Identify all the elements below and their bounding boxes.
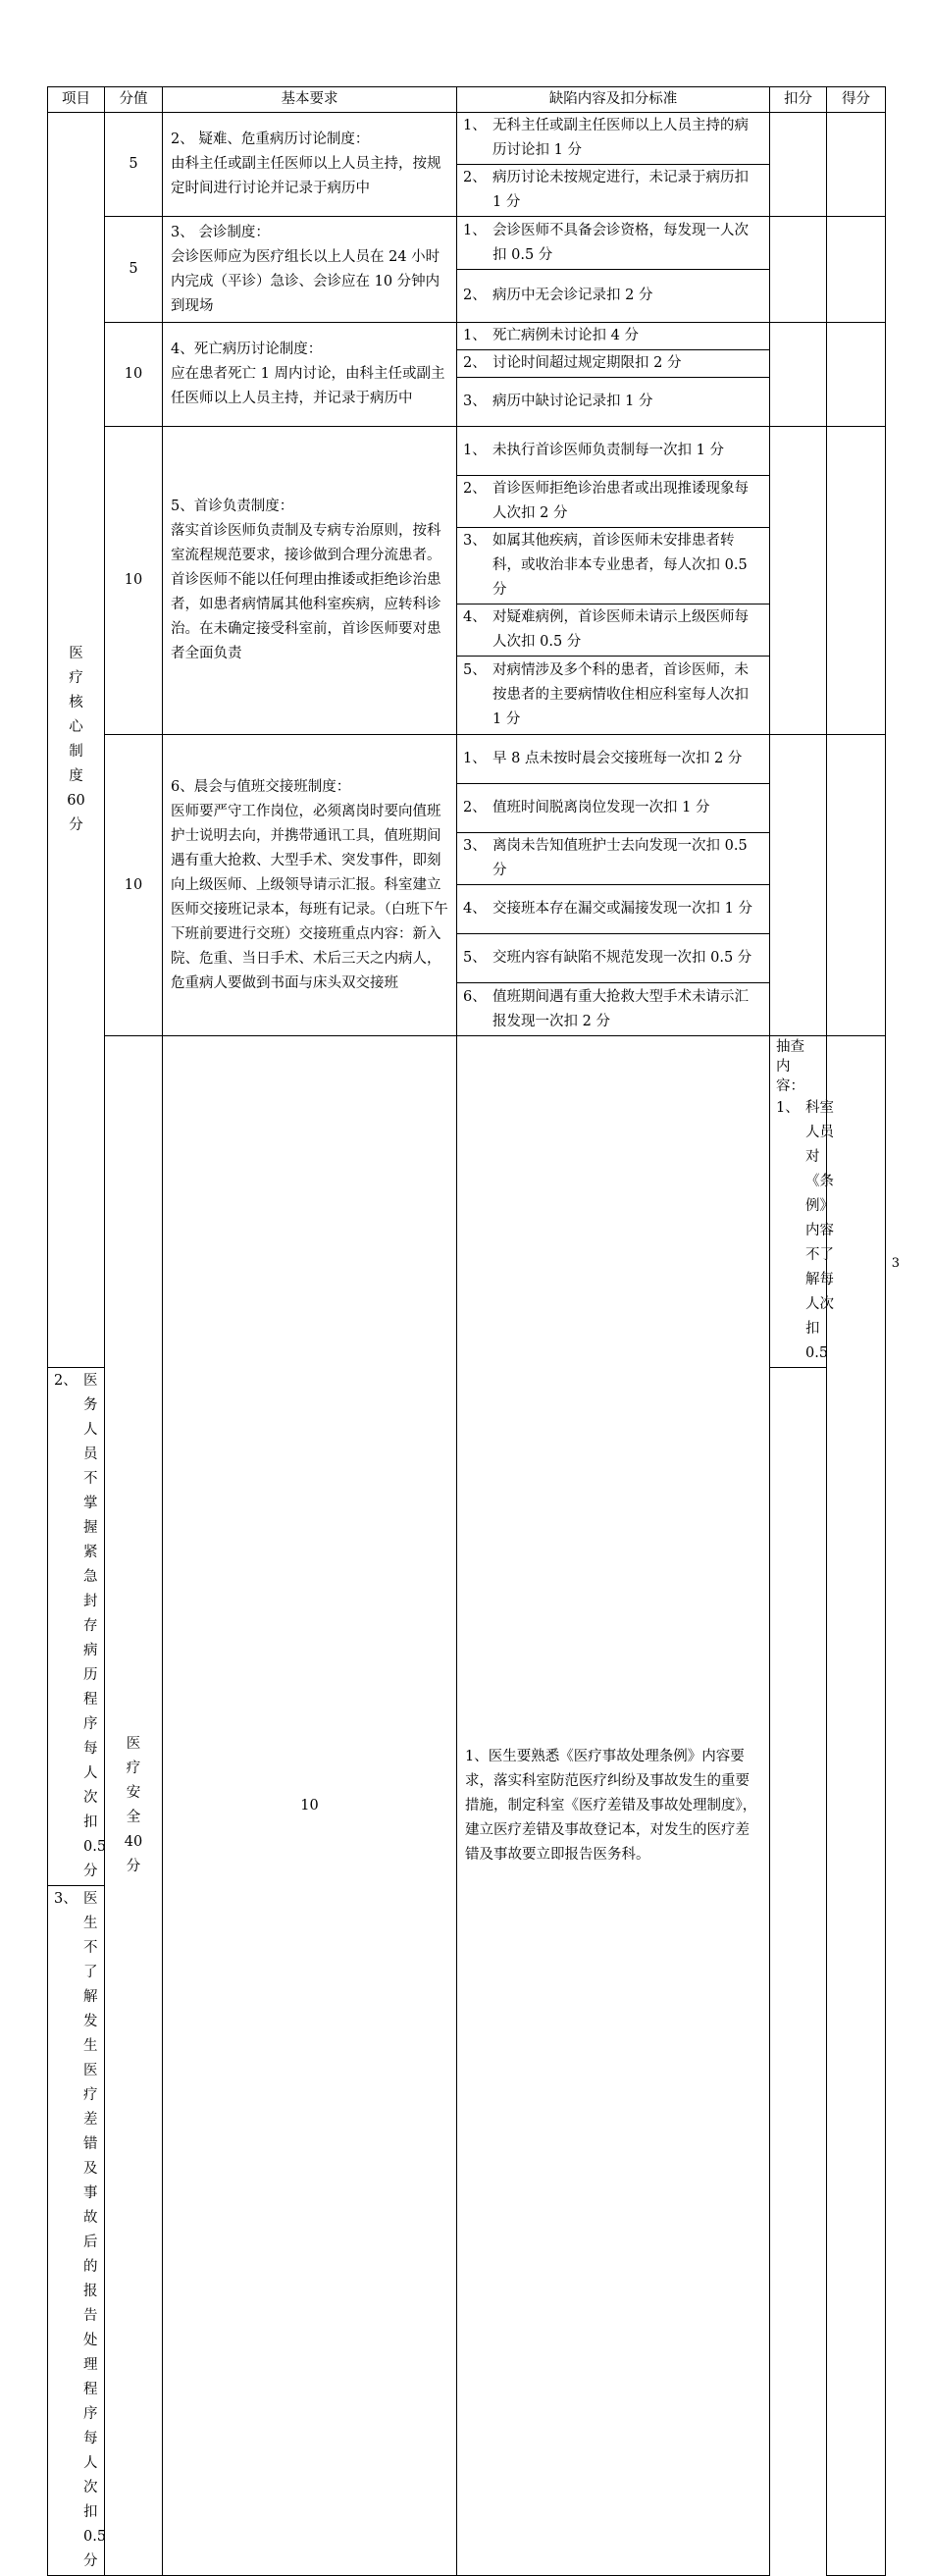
obtain-cell[interactable] xyxy=(827,217,886,323)
header-score: 分值 xyxy=(105,87,163,113)
requirement-cell xyxy=(163,323,457,427)
score-cell: 5 xyxy=(105,217,163,323)
header-row xyxy=(48,87,886,113)
deduction-item: 4、 交接班本存在漏交或漏接发现一次扣 1 分 xyxy=(457,885,770,934)
deduct-cell[interactable] xyxy=(770,427,827,735)
table-row xyxy=(48,217,886,270)
deduction-item: 2、 首诊医师拒绝诊治患者或出现推诿现象每人次扣 2 分 xyxy=(457,476,770,528)
deduction-item: 1、 会诊医师不具备会诊资格，每发现一人次扣 0.5 分 xyxy=(457,217,770,270)
check-content-header: 抽查内容： xyxy=(776,1039,804,1094)
deduction-item: 3、 病历中缺讨论记录扣 1 分 xyxy=(457,378,770,427)
deduction-item: 5、 交班内容有缺陷不规范发现一次扣 0.5 分 xyxy=(457,934,770,983)
deduction-item: 4、 对疑难病例，首诊医师未请示上级医师每人次扣 0.5 分 xyxy=(457,605,770,657)
deduction-item: 2、 值班时间脱离岗位发现一次扣 1 分 xyxy=(457,784,770,833)
requirement-body: 由科主任或副主任医师以上人员主持，按规定时间进行讨论并记录于病历中 xyxy=(171,156,441,196)
deduction-item: 1、 早 8 点未按时晨会交接班每一次扣 2 分 xyxy=(457,735,770,784)
deduction-item: 1、 未执行首诊医师负责制每一次扣 1 分 xyxy=(457,427,770,476)
deduct-cell[interactable] xyxy=(827,1036,886,2576)
requirement-cell xyxy=(163,113,457,217)
deduct-cell[interactable] xyxy=(770,113,827,217)
score-cell: 10 xyxy=(105,323,163,427)
deduct-cell[interactable] xyxy=(770,217,827,323)
requirement-cell xyxy=(163,217,457,323)
requirement-body: 医师要严守工作岗位，必须离岗时要向值班护士说明去向，并携带通讯工具，值班期间遇有重大抢救、大型手术、突发事件，即刻向上级医师、上级领导请示汇报。科室建立医师交接班记录本，每班有记录。（白班下午下班前要进行交班）交接班重点内容：新入院、危重、当日手术、术后三天之内病人，危重病人要做到书面与床头双交接班 xyxy=(171,803,448,991)
header-item: 项目 xyxy=(48,87,105,113)
deduction-item: 抽查内容： 1、 科室人员对《条例》内容不了解每人次扣 0.5 xyxy=(770,1036,827,1368)
section-label-medical-safety: 医 疗 安 全 40 分 xyxy=(105,1036,163,2576)
header-deduction: 扣分 xyxy=(770,87,827,113)
table-row xyxy=(48,113,886,165)
section-label-core-system: 医 疗 核 心 制 度 60 分 xyxy=(48,113,105,1368)
requirement-body: 落实首诊医师负责制及专病专治原则，按科室流程规范要求，接诊做到合理分流患者。首诊医师不能以任何理由推诿或拒绝诊治患者，如患者病情属其他科室疾病，应转科诊治。在未确定接受科室前，首诊医师要对患者全面负责 xyxy=(171,523,441,661)
obtain-cell[interactable] xyxy=(827,427,886,735)
header-obtained: 得分 xyxy=(827,87,886,113)
table-row xyxy=(48,427,886,476)
table-row xyxy=(48,323,886,350)
requirement-title: 2、 疑难、危重病历讨论制度： xyxy=(171,131,370,147)
deduction-item: 3、 医生不了解发生医疗差错及事故后的报告处理程序每人次扣 0.5 分 xyxy=(48,1886,105,2576)
table-row xyxy=(48,735,886,784)
requirement-body: 会诊医师应为医疗组长以上人员在 24 小时内完成（平诊）急诊、会诊应在 10 分钟内到现场 xyxy=(171,248,440,314)
requirement-body: 应在患者死亡 1 周内讨论，由科主任或副主任医师以上人员主持，并记录于病历中 xyxy=(171,366,445,406)
page-number: 3 xyxy=(891,1256,900,1271)
deduction-item: 2、 讨论时间超过规定期限扣 2 分 xyxy=(457,350,770,378)
obtain-cell[interactable] xyxy=(827,323,886,427)
score-cell: 5 xyxy=(105,113,163,217)
requirement-title: 6、晨会与值班交接班制度： xyxy=(171,778,351,795)
deduction-item: 2、 病历讨论未按规定进行，未记录于病历扣 1 分 xyxy=(457,165,770,217)
obtain-cell[interactable] xyxy=(827,113,886,217)
deduct-cell[interactable] xyxy=(770,323,827,427)
score-cell: 10 xyxy=(105,427,163,735)
requirement-cell xyxy=(163,735,457,1036)
score-cell: 10 xyxy=(163,1036,457,2576)
deduction-item: 2、 医务人员不掌握紧急封存病历程序每人次扣 0.5 分 xyxy=(48,1368,105,1886)
deduction-item: 2、 病历中无会诊记录扣 2 分 xyxy=(457,270,770,323)
deduction-item: 1、 无科主任或副主任医师以上人员主持的病历讨论扣 1 分 xyxy=(457,113,770,165)
requirement-title: 5、首诊负责制度： xyxy=(171,499,294,514)
deduction-item: 3、 如属其他疾病，首诊医师未安排患者转科，或收治非本专业患者，每人次扣 0.5 分 xyxy=(457,528,770,605)
table-row xyxy=(48,1036,886,1368)
score-cell: 10 xyxy=(105,735,163,1036)
header-basic-requirements: 基本要求 xyxy=(163,87,457,113)
requirement-cell xyxy=(457,1036,770,2576)
requirement-body: 1、医生要熟悉《医疗事故处理条例》内容要求，落实科室防范医疗纠纷及事故发生的重要措施，制定科室《医疗差错及事故处理制度》，建立医疗差错及事故登记本，对发生的医疗差错及事故要立即报告医务科。 xyxy=(465,1748,757,1863)
deduct-cell[interactable] xyxy=(770,735,827,1036)
requirement-cell xyxy=(163,427,457,735)
deduction-item: 1、 死亡病例未讨论扣 4 分 xyxy=(457,323,770,350)
requirement-title: 4、死亡病历讨论制度： xyxy=(171,342,323,357)
obtain-cell[interactable] xyxy=(827,735,886,1036)
deduction-item: 6、 值班期间遇有重大抢救大型手术未请示汇报发现一次扣 2 分 xyxy=(457,983,770,1036)
deduction-item: 3、 离岗未告知值班护士去向发现一次扣 0.5 分 xyxy=(457,833,770,885)
evaluation-table xyxy=(47,86,886,2576)
header-defect-standard: 缺陷内容及扣分标准 xyxy=(457,87,770,113)
deduction-item: 5、 对病情涉及多个科的患者，首诊医师，未按患者的主要病情收住相应科室每人次扣 1 分 xyxy=(457,657,770,735)
requirement-title: 3、 会诊制度： xyxy=(171,224,270,240)
